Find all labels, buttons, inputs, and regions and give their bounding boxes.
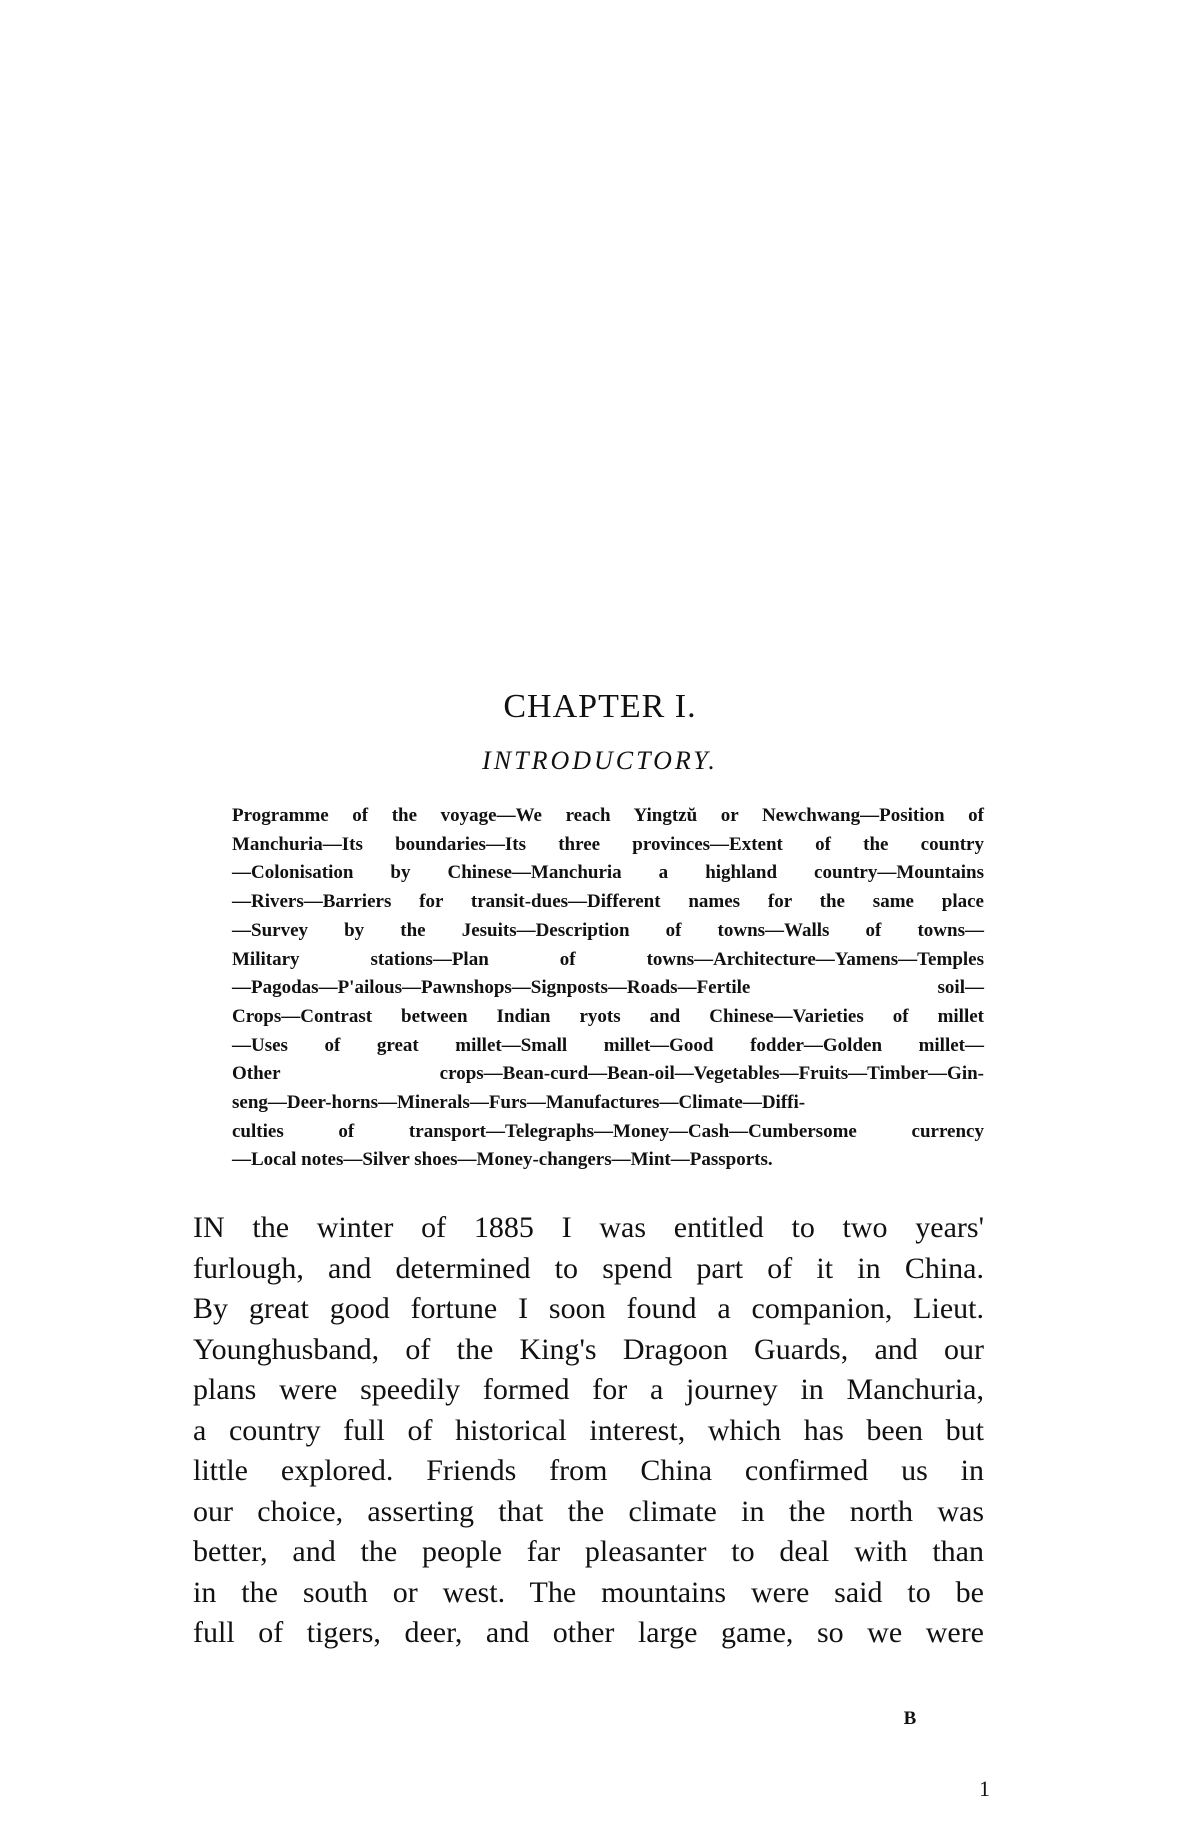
body-line: our choice, asserting that the climate in the north was (193, 1494, 984, 1528)
synopsis-line: Other crops—Bean-curd—Bean-oil—Vegetables—Fruits—Timber—Gin- (232, 1063, 984, 1085)
body-line: Younghusband, of the King's Dragoon Guards, and our (193, 1332, 984, 1366)
synopsis-line: —Colonisation by Chinese—Manchuria a highland country—Mountains (232, 862, 984, 884)
synopsis-line: Manchuria—Its boundaries—Its three provinces—Extent of the country (232, 833, 984, 855)
synopsis-line: —Uses of great millet—Small millet—Good fodder—Golden millet— (232, 1034, 984, 1056)
body-line: By great good fortune I soon found a companion, Lieut. (193, 1292, 984, 1325)
synopsis-line: Crops—Contrast between Indian ryots and Chinese—Varieties of millet (232, 1005, 984, 1027)
body-line: in the south or west. The mountains were said to be (193, 1575, 984, 1609)
synopsis-line: Programme of the voyage—We reach Yingtzŭ or Newchwang—Position of (232, 805, 984, 826)
synopsis-line: culties of transport—Telegraphs—Money—Cash—Cumbersome currency (232, 1120, 984, 1142)
synopsis-line: —Local notes—Silver shoes—Money-changers—Mint—Passports. (232, 1149, 773, 1171)
synopsis-line: seng—Deer-horns—Minerals—Furs—Manufactures—Climate—Diffi- (232, 1092, 806, 1114)
synopsis-line: —Survey by the Jesuits—Description of towns—Walls of towns— (232, 919, 984, 941)
body-line: better, and the people far pleasanter to deal with than (193, 1535, 984, 1568)
chapter-subtitle: INTRODUCTORY. (482, 746, 718, 775)
body-line: furlough, and determined to spend part of it in China. (193, 1251, 984, 1285)
chapter-synopsis (232, 802, 984, 1175)
body-line: little explored. Friends from China confirmed us in (193, 1454, 984, 1487)
page-number: 1 (979, 1776, 990, 1801)
signature-mark: B (903, 1708, 917, 1729)
body-paragraph (193, 1208, 984, 1654)
body-line: IN the winter of 1885 I was entitled to two years' (193, 1211, 984, 1244)
body-line: plans were speedily formed for a journey in Manchuria, (193, 1373, 984, 1406)
body-line: full of tigers, deer, and other large game, so we were (193, 1616, 984, 1649)
chapter-title: CHAPTER I. (503, 688, 697, 725)
synopsis-line: —Rivers—Barriers for transit-dues—Different names for the same place (232, 891, 984, 913)
synopsis-line: —Pagodas—P'ailous—Pawnshops—Signposts—Roads—Fertile soil— (232, 977, 984, 999)
body-line: a country full of historical interest, which has been but (193, 1413, 984, 1447)
synopsis-line: Military stations—Plan of towns—Architecture—Yamens—Temples (232, 948, 984, 970)
